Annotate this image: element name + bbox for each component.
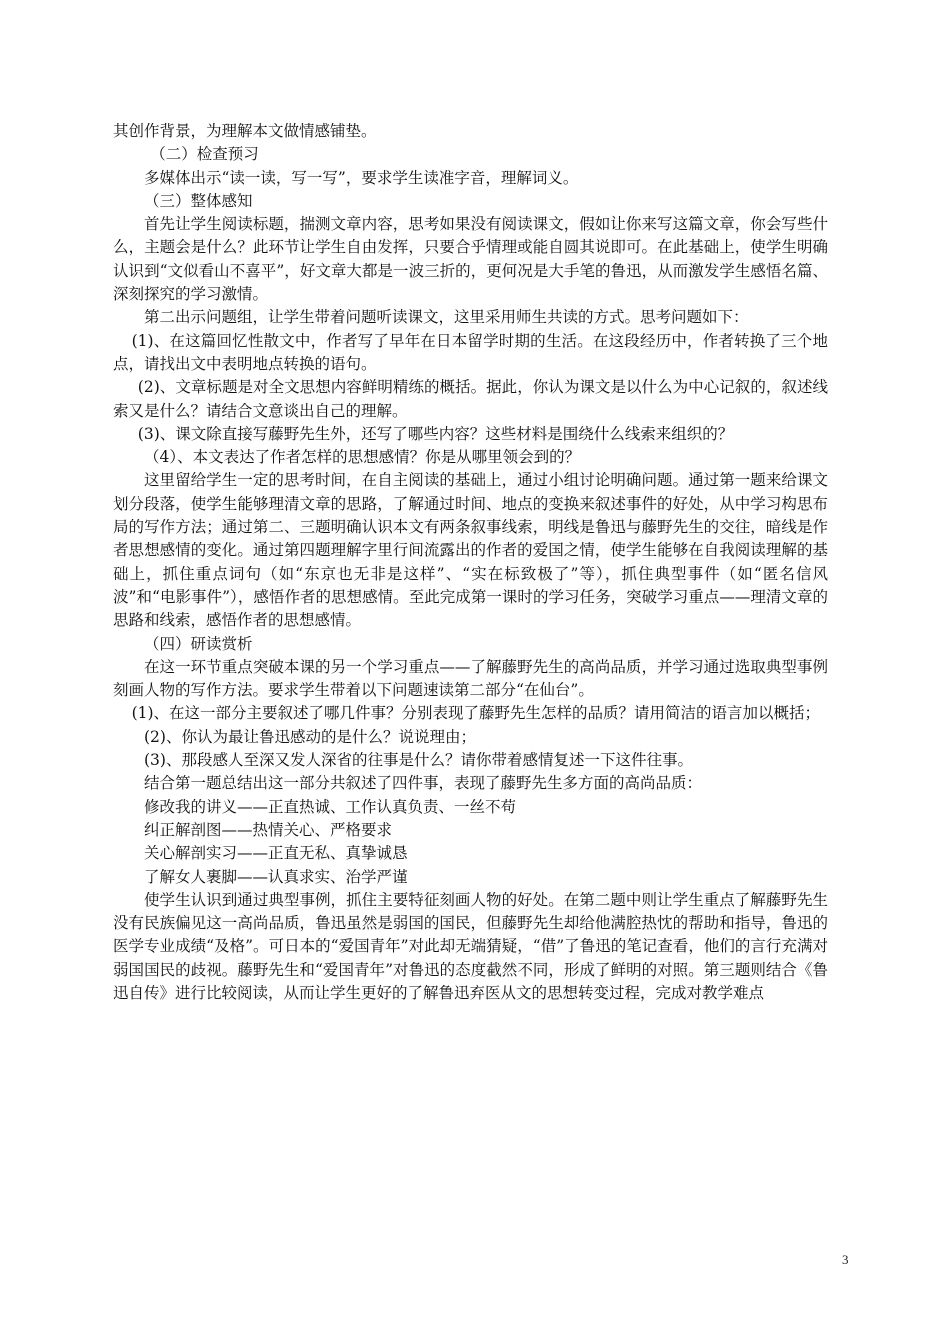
paragraph: 其创作背景，为理解本文做情感铺垫。 bbox=[113, 122, 377, 140]
section-heading: （二）检查预习 bbox=[150, 145, 259, 164]
paragraph: 结合第一题总结出这一部分共叙述了四件事，表现了藤野先生多方面的高尚品质： bbox=[144, 774, 703, 793]
question-item: (3)、那段感人至深又发人深省的往事是什么？请你带着感情复述一下这件往事。 bbox=[144, 751, 693, 770]
page-number: 3 bbox=[842, 1252, 849, 1267]
list-item: 关心解剖实习——正直无私、真挚诚恳 bbox=[144, 844, 408, 863]
paragraph: 第二出示问题组，让学生带着问题听读课文，这里采用师生共读的方式。思考问题如下： bbox=[144, 308, 749, 327]
list-item: 纠正解剖图——热情关心、严格要求 bbox=[144, 820, 393, 839]
question-item: (3)、课文除直接写藤野先生外，还写了哪些内容？这些材料是围绕什么线索来组织的？ bbox=[137, 424, 734, 443]
paragraph: 首先让学生阅读标题，揣测文章内容，思考如果没有阅读课文，假如让你来写这篇文章，你会写些什么，主题会是什么？此环节让学生自由发挥，只要合乎情理或能自圆其说即可。在此基础上，使学生明确认识到“文似看山不喜平”，好文章大都是一波三折的，更何况是大手笔的鲁迅，从而激发学生感悟名篇、深刻探究的学习激情。 bbox=[113, 215, 828, 304]
paragraph: 这里留给学生一定的思考时间，在自主阅读的基础上，通过小组讨论明确问题。通过第一题来给课文划分段落，使学生能够理清文章的思路，了解通过时间、地点的变换来叙述事件的好处，从中学习构思布局的写作方法；通过第二、三题明确认识本文有两条叙事线索，明线是鲁迅与藤野先生的交往，暗线是作者思想感情的变化。通过第四题理解字里行间流露出的作者的爱国之情，使学生能够在自我阅读理解的基础上，抓住重点词句（如“东京也无非是这样”、“实在标致极了”等），抓住典型事件（如“匿名信风波”和“电影事件”），感悟作者的思想感情。至此完成第一课时的学习任务，突破学习重点——理清文章的思路和线索，感悟作者的思想感情。 bbox=[113, 471, 828, 630]
section-heading: （四）研读赏析 bbox=[144, 634, 253, 653]
question-item: (1)、在这篇回忆性散文中，作者写了早年在日本留学时期的生活。在这段经历中，作者转换了三个地点，请找出文中表明地点转换的语句。 bbox=[113, 331, 828, 373]
paragraph: 在这一环节重点突破本课的另一个学习重点——了解藤野先生的高尚品质，并学习通过选取典型事例刻画人物的写作方法。要求学生带着以下问题速读第二部分“在仙台”。 bbox=[113, 657, 828, 700]
list-item: 了解女人裹脚——认真求实、治学严谨 bbox=[144, 867, 408, 886]
question-item: (2)、你认为最让鲁迅感动的是什么？说说理由； bbox=[144, 727, 476, 746]
body-text bbox=[113, 120, 828, 1005]
question-item: （4）、本文表达了作者怎样的思想感情？你是从哪里领会到的？ bbox=[144, 448, 581, 467]
list-item: 修改我的讲义——正直热诚、工作认真负责、一丝不苟 bbox=[144, 797, 517, 816]
question-item: (1)、在这一部分主要叙述了哪几件事？分别表现了藤野先生怎样的品质？请用简洁的语言加以概括； bbox=[131, 704, 821, 723]
paragraph: 多媒体出示“读一读，写一写”，要求学生读准字音，理解词义。 bbox=[144, 168, 579, 187]
section-heading: （三）整体感知 bbox=[144, 191, 253, 210]
paragraph: 使学生认识到通过典型事例，抓住主要特征刻画人物的好处。在第二题中则让学生重点了解藤野先生没有民族偏见这一高尚品质，鲁迅虽然是弱国的国民，但藤野先生却给他满腔热忱的帮助和指导，鲁迅的医学专业成绩“及格”。可日本的“爱国青年”对此却无端猜疑，“借”了鲁迅的笔记查看，他们的言行充满对弱国国民的歧视。藤野先生和“爱国青年”对鲁迅的态度截然不同，形成了鲜明的对照。第三题则结合《鲁迅自传》进行比较阅读，从而让学生更好的了解鲁迅弃医从文的思想转变过程，完成对教学难点 bbox=[113, 890, 828, 1002]
question-item: (2)、文章标题是对全文思想内容鲜明精练的概括。据此，你认为课文是以什么为中心记叙的，叙述线索又是什么？请结合文意谈出自己的理解。 bbox=[113, 378, 828, 420]
